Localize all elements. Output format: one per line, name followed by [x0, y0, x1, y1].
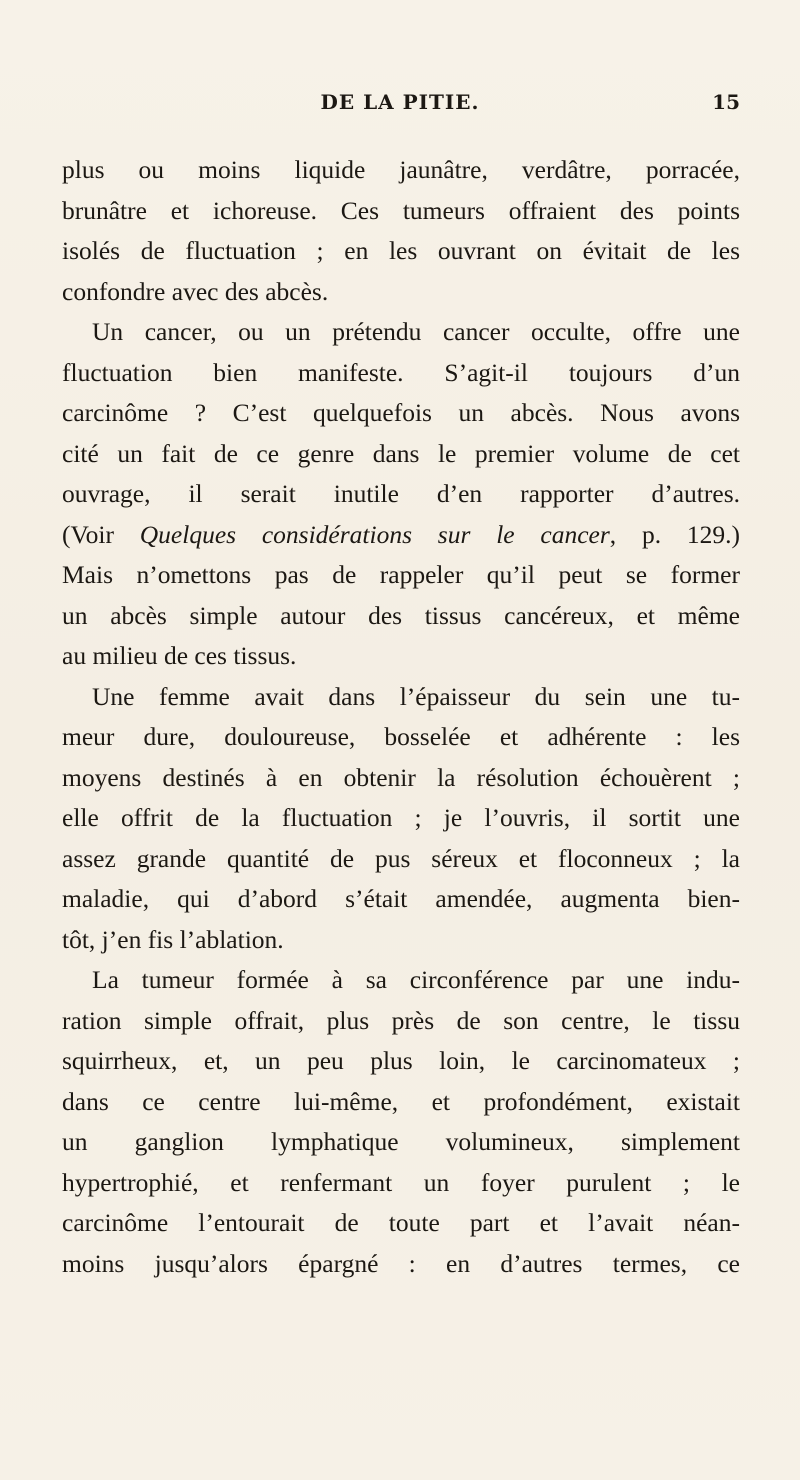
- text-line: au milieu de ces tissus.: [62, 641, 297, 670]
- text-line: un ganglion lymphatique volumineux, simplement: [62, 1127, 740, 1156]
- text-line: confondre avec des abcès.: [62, 276, 329, 306]
- running-title: DE LA PITIE.: [320, 90, 480, 114]
- text-line: ouvrage, il serait inutile d’en rapporter d’autres.: [62, 479, 740, 508]
- text-line: elle offrit de la fluctuation ; je l’ouvris, il sortit une: [62, 803, 740, 832]
- text-line: moyens destinés à en obtenir la résolution échouèrent ;: [62, 762, 740, 792]
- text-line: hypertrophié, et renfermant un foyer purulent ; le: [62, 1167, 740, 1197]
- book-reference-title: Quelques considérations sur le cancer: [139, 519, 610, 549]
- running-head: [0, 90, 800, 130]
- text-line: [62, 515, 740, 556]
- text-line: fluctuation bien manifeste. S’agit-il toujours d’un: [62, 357, 740, 387]
- text-line: ration simple offrait, plus près de son centre, le tissu: [62, 1005, 740, 1035]
- text-line: La tumeur formée à sa circonférence par une indu-: [92, 965, 740, 994]
- text-line: assez grande quantité de pus séreux et floconneux ; la: [62, 843, 740, 873]
- text-line: isolés de fluctuation ; en les ouvrant on évitait de les: [62, 236, 740, 265]
- text-line: cité un fait de ce genre dans le premier volume de cet: [62, 438, 740, 468]
- text-line: brunâtre et ichoreuse. Ces tumeurs offraient des points: [62, 195, 740, 225]
- text-line: plus ou moins liquide jaunâtre, verdâtre, porracée,: [62, 155, 740, 184]
- body-text: [62, 150, 740, 1284]
- text-line: maladie, qui d’abord s’était amendée, augmenta bien-: [62, 884, 740, 913]
- text-line: Un cancer, ou un prétendu cancer occulte, offre une: [92, 317, 740, 346]
- text-line: carcinôme l’entourait de toute part et l’avait néan-: [62, 1208, 740, 1237]
- text-line: un abcès simple autour des tissus cancéreux, et même: [62, 600, 740, 630]
- page-number: 15: [712, 90, 740, 114]
- text-line: squirrheux, et, un peu plus loin, le carcinomateux ;: [62, 1046, 740, 1075]
- text-line: moins jusqu’alors épargné : en d’autres termes, ce: [62, 1248, 740, 1278]
- text-line: carcinôme ? C’est quelquefois un abcès. Nous avons: [62, 398, 740, 427]
- text-line: tôt, j’en fis l’ablation.: [62, 924, 284, 954]
- text-line: Une femme avait dans l’épaisseur du sein une tu-: [92, 681, 740, 711]
- text-segment: (Voir: [62, 519, 140, 549]
- text-segment: , p. 129.): [609, 519, 740, 549]
- text-line: meur dure, douloureuse, bosselée et adhérente : les: [62, 722, 740, 751]
- text-line: Mais n’omettons pas de rappeler qu’il peut se former: [62, 560, 740, 589]
- text-line: dans ce centre lui-même, et profondément, existait: [62, 1086, 740, 1116]
